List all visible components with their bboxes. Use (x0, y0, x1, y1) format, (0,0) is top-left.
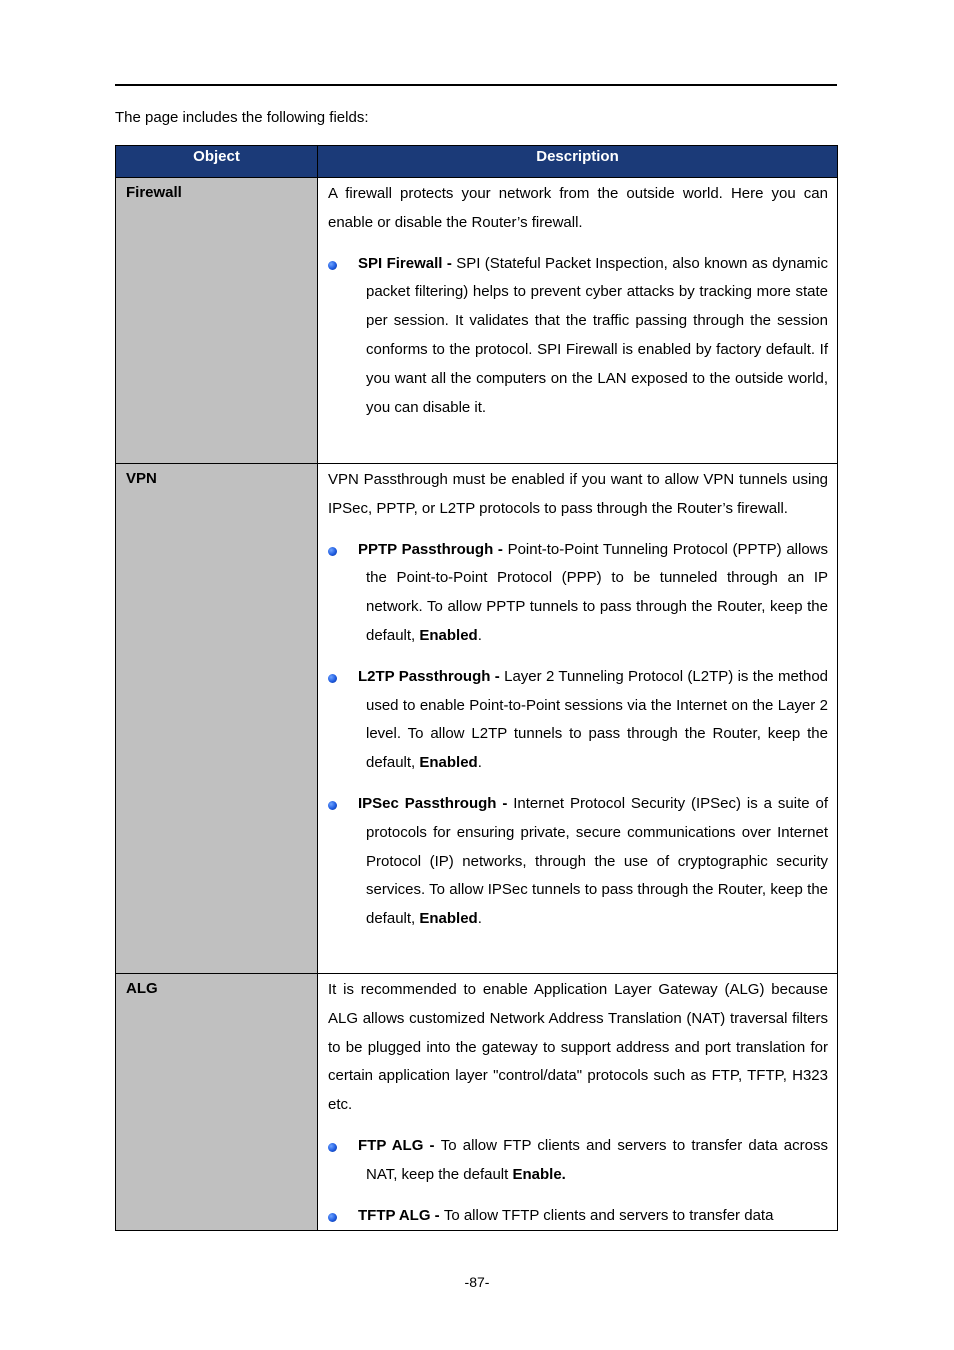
header-rule (115, 84, 837, 86)
bullet-icon (328, 674, 337, 683)
bullet-icon (328, 1143, 337, 1152)
bullet-punct: . (477, 754, 482, 772)
description-cell-firewall (318, 178, 838, 464)
bullet-icon (328, 1213, 337, 1222)
table-row-vpn (116, 464, 838, 974)
bullet-text: To allow TFTP clients and servers to transfer data (443, 1206, 774, 1224)
description-intro: A firewall protects your network from the outside world. Here you can enable or disable the Router’s firewall. (328, 185, 828, 231)
description-cell-vpn (318, 464, 838, 974)
bullet-text: Point-to-Point Tunneling Protocol (PPTP) allows the Point-to-Point Protocol (PPP) to be tunneled through an IP network. To allow PPTP tunnels to pass through the Router, keep the default, (366, 540, 828, 644)
bullet-item-ipsec-passthrough (328, 790, 828, 934)
bullet-default-value: Enabled (419, 754, 478, 772)
bullet-term: SPI Firewall - (358, 254, 457, 272)
column-header-description: Description (318, 146, 838, 178)
table-row-firewall (116, 178, 838, 464)
bullet-text: SPI (Stateful Packet Inspection, also known as dynamic packet filtering) helps to prevent cyber attacks by tracking more state per session. It validates that the traffic passing through the session conforms to the protocol. SPI Firewall is enabled by factory default. If you want all the computers on the LAN exposed to the outside world, you can disable it. (366, 254, 828, 416)
bullet-icon (328, 547, 337, 556)
bullet-item-l2tp-passthrough (328, 663, 828, 778)
fields-table (115, 145, 838, 1231)
object-cell-firewall: Firewall (116, 178, 318, 464)
object-cell-vpn: VPN (116, 464, 318, 974)
bullet-term: PPTP Passthrough - (358, 540, 508, 558)
bullet-punct: . (477, 626, 482, 644)
description-intro: VPN Passthrough must be enabled if you want to allow VPN tunnels using IPSec, PPTP, or L2TP protocols to pass through the Router’s firewall. (328, 471, 828, 517)
bullet-default-value: Enabled (419, 910, 478, 928)
bullet-text: To allow FTP clients and servers to transfer data across NAT, keep the default (366, 1136, 828, 1183)
object-cell-alg: ALG (116, 974, 318, 1231)
bullet-punct: . (477, 910, 482, 928)
intro-text: The page includes the following fields: (115, 109, 369, 126)
bullet-item-tftp-alg (328, 1202, 828, 1231)
bullet-icon (328, 261, 337, 270)
bullet-item-spi-firewall (328, 250, 828, 423)
table-header-row (116, 146, 838, 178)
bullet-text: Internet Protocol Security (IPSec) is a suite of protocols for ensuring private, secure communications over Internet Protocol (IP) networks, through the use of cryptographic security services. To allow IPSec tunnels to pass through the Router, keep the default, (366, 794, 828, 928)
bullet-text: Layer 2 Tunneling Protocol (L2TP) is the method used to enable Point-to-Point sessions via the Internet on the Layer 2 level. To allow L2TP tunnels to pass through the Router, keep the default, (366, 667, 828, 772)
bullet-item-pptp-passthrough (328, 536, 828, 651)
bullet-icon (328, 801, 337, 810)
bullet-default-value: Enabled (419, 626, 478, 644)
bullet-term: IPSec Passthrough - (358, 794, 514, 812)
bullet-default-value: Enable. (512, 1165, 566, 1183)
description-cell-alg (318, 974, 838, 1231)
bullet-item-ftp-alg (328, 1132, 828, 1190)
bullet-term: TFTP ALG - (358, 1206, 444, 1224)
bullet-term: L2TP Passthrough - (358, 667, 505, 685)
table-row-alg (116, 974, 838, 1231)
description-intro: It is recommended to enable Application Layer Gateway (ALG) because ALG allows customized Network Address Translation (NAT) traversal filters to be plugged into the gateway to support address and port translation for certain application layer "control/data" protocols such as FTP, TFTP, H323 etc. (328, 981, 828, 1114)
bullet-term: FTP ALG - (358, 1136, 441, 1154)
column-header-object: Object (116, 146, 318, 178)
page-number: -87- (464, 1274, 490, 1290)
